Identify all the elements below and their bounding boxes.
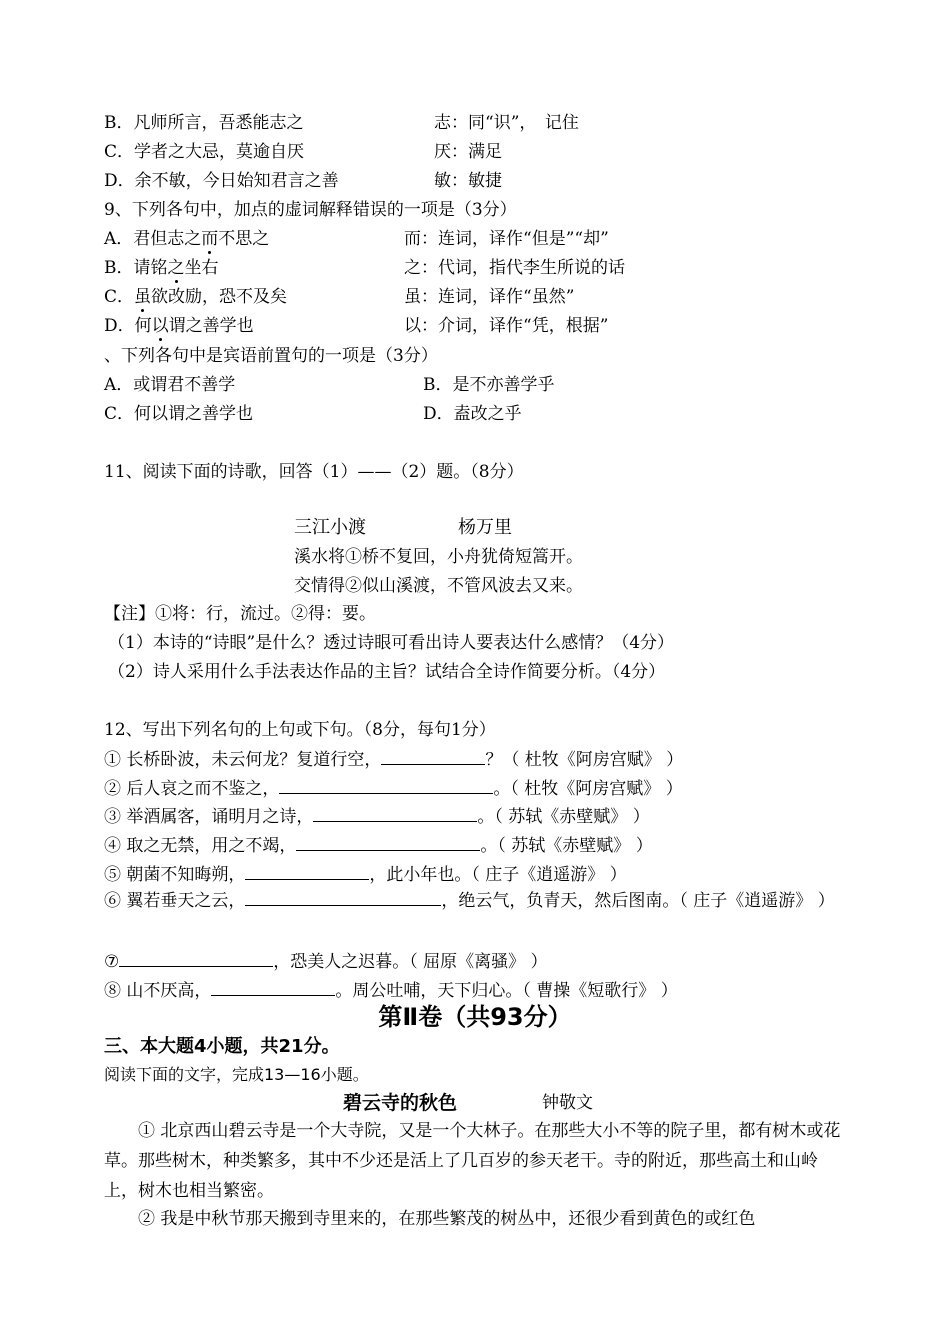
- q9-option-d: [104, 315, 254, 337]
- q11-sub-2: （2）诗人采用什么手法表达作品的主旨？试结合全诗作简要分析。（4分）: [108, 662, 666, 682]
- q11-sub-1: （1）本诗的“诗眼”是什么？透过诗眼可看出诗人要表达什么感情？（4分）: [108, 633, 675, 653]
- q12-item-8-a: ⑧ 山不厌高，: [104, 981, 212, 1001]
- q12-item-4-b: 。（ 苏轼《赤壁赋》 ）: [480, 836, 653, 856]
- poem-note: 【注】①将：行，流过。②得：要。: [104, 604, 376, 624]
- q12-item-7: [104, 950, 548, 973]
- q10-option-c: C．何以谓之善学也: [104, 404, 254, 424]
- poem-line-1: 溪水将①桥不复回，小舟犹倚短篙开。: [294, 547, 583, 567]
- q9-option-b: [104, 257, 219, 279]
- q9-option-c: [104, 286, 287, 308]
- q12-item-5-a: ⑤ 朝菌不知晦朔，: [104, 865, 246, 885]
- q10-option-b: B．是不亦善学乎: [423, 375, 555, 395]
- q9-b-pre: B．请铭: [104, 258, 168, 278]
- q9-d-pre: D．何: [104, 316, 152, 336]
- q10-stem: 、下列各句中是宾语前置句的一项是（3分）: [104, 346, 438, 366]
- answer-blank[interactable]: [313, 805, 477, 822]
- q12-item-2-b: 。（ 杜牧《阿房宫赋》 ）: [493, 779, 683, 799]
- q12-item-8-b: 。周公吐哺，天下归心。（ 曹操《短歌行》 ）: [335, 981, 678, 1001]
- q9-d-post: 谓之善学也: [168, 316, 254, 336]
- q12-item-8: [104, 979, 678, 1002]
- q12-item-5: [104, 863, 627, 886]
- q12-item-3-b: 。（ 苏轼《赤壁赋》 ）: [477, 807, 650, 827]
- q9-a-post: 不思之: [218, 229, 270, 249]
- q10-option-a: A．或谓君不善学: [104, 375, 236, 395]
- q9-stem: 9、下列各句中，加点的虚词解释错误的一项是（3分）: [104, 200, 517, 220]
- q11-stem: 11、阅读下面的诗歌，回答（1）——（2）题。（8分）: [104, 462, 524, 482]
- poem-title: 三江小渡: [294, 517, 366, 538]
- q8-option-c-note: 厌：满足: [434, 142, 502, 162]
- q10-option-d: D．盍改之乎: [423, 404, 522, 424]
- section-intro: 阅读下面的文字，完成13—16小题。: [104, 1065, 369, 1084]
- q12-item-7-a: ⑦: [104, 952, 120, 972]
- q12-item-2-a: ② 后人哀之而不鉴之，: [104, 779, 280, 799]
- q12-item-4: [104, 834, 653, 857]
- q9-c-pre: C．: [104, 287, 135, 307]
- answer-blank[interactable]: [211, 979, 335, 996]
- answer-blank[interactable]: [119, 950, 273, 967]
- q12-item-4-a: ④ 取之无禁，用之不竭，: [104, 836, 297, 856]
- q9-b-post: 坐右: [184, 258, 219, 278]
- poem-line-2: 交情得②似山溪渡，不管风波去又来。: [294, 576, 583, 596]
- q8-option-b-note: 志：同“识”， 记住: [434, 113, 579, 133]
- q8-option-d: D．余不敏，今日始知君言之善: [104, 171, 339, 191]
- section-heading: 三、本大题4小题，共21分。: [104, 1036, 340, 1057]
- q8-option-d-note: 敏：敏捷: [434, 171, 502, 191]
- q9-option-d-note: 以：介词，译作“凭，根据”: [404, 316, 609, 336]
- q9-option-a: [104, 228, 269, 250]
- answer-blank[interactable]: [245, 863, 369, 880]
- q9-c-dotted: 虽: [134, 287, 152, 307]
- q9-d-dotted: 以: [151, 316, 169, 336]
- essay-author: 钟敬文: [542, 1093, 593, 1113]
- essay-paragraph-1: ① 北京西山碧云寺是一个大寺院，又是一个大林子。在那些大小不等的院子里，都有树木或花草。那些树木，种类繁多，其中不少还是活上了几百岁的参天老干。寺的附近，那些高土和山岭上，树木也相当繁密。: [104, 1121, 841, 1201]
- q9-a-pre: A．君但志之: [104, 229, 202, 249]
- q12-item-2: [104, 777, 683, 800]
- q8-option-b: B．凡师所言，吾悉能志之: [104, 113, 304, 133]
- q9-a-dotted: 而: [201, 229, 219, 249]
- q12-item-1-b: ？（ 杜牧《阿房宫赋》 ）: [485, 750, 684, 770]
- essay-title: 碧云寺的秋色: [343, 1092, 458, 1114]
- q12-item-3: [104, 805, 650, 828]
- q12-item-7-b: ，恐美人之迟暮。（ 屈原《离骚》 ）: [273, 952, 548, 972]
- q12-item-3-a: ③ 举酒属客，诵明月之诗，: [104, 807, 314, 827]
- q12-item-6-b: ，绝云气，负青天，然后图南。（ 庄子《逍遥游》 ）: [441, 891, 835, 911]
- answer-blank[interactable]: [279, 777, 493, 794]
- poem-author: 杨万里: [458, 517, 512, 538]
- q8-option-c: C．学者之大忌，莫逾自厌: [104, 142, 305, 162]
- q12-item-1-a: ① 长桥卧波，未云何龙？复道行空，: [104, 750, 382, 770]
- q9-option-b-note: 之：代词，指代李生所说的话: [404, 258, 625, 278]
- q12-item-1: [104, 748, 683, 771]
- q9-option-a-note: 而：连词，译作“但是”“却”: [404, 229, 609, 249]
- answer-blank[interactable]: [245, 889, 441, 906]
- answer-blank[interactable]: [296, 834, 480, 851]
- part2-title: 第Ⅱ卷（共93分）: [378, 1003, 572, 1031]
- q9-c-post: 欲改励，恐不及矣: [151, 287, 288, 307]
- q12-stem: 12、写出下列名句的上句或下句。（8分，每句1分）: [104, 720, 496, 740]
- essay-paragraph-2: ② 我是中秋节那天搬到寺里来的，在那些繁茂的树丛中，还很少看到黄色的或红色: [138, 1209, 756, 1229]
- q12-item-5-b: ，此小年也。（ 庄子《逍遥游》 ）: [369, 865, 627, 885]
- q9-option-c-note: 虽：连词，译作“虽然”: [404, 287, 575, 307]
- answer-blank[interactable]: [381, 748, 485, 765]
- q9-b-dotted: 之: [167, 258, 185, 278]
- q12-item-6: [104, 886, 844, 916]
- q12-item-6-a: ⑥ 翼若垂天之云，: [104, 891, 246, 911]
